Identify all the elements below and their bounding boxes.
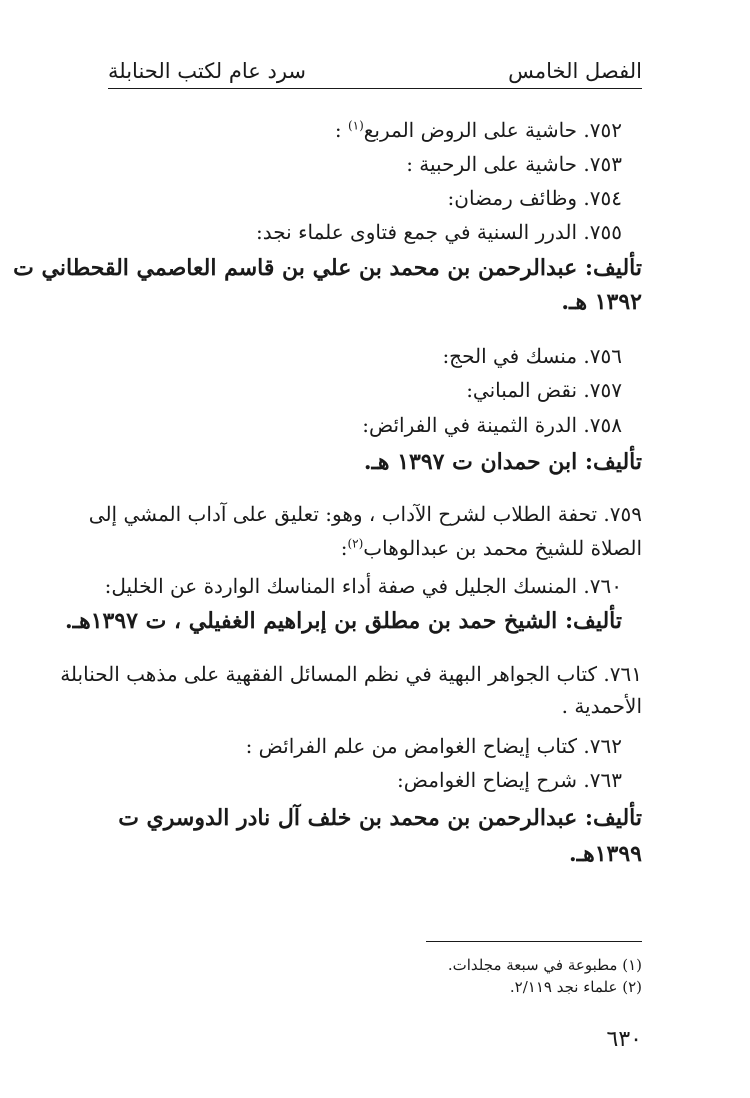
footnote-mark: (٢) [622,978,642,996]
author-line: تأليف: ابن حمدان ت ١٣٩٧ هـ. [363,449,642,475]
entry-text: كتاب إيضاح الغوامض من علم الفرائض : [245,734,578,758]
list-item [108,730,622,762]
footnote-ref: (١) [347,118,364,133]
footnote-rule [426,941,642,942]
list-item [108,148,622,180]
entry-text: المنسك الجليل في صفة أداء المناسك الواردة عن الخليل: [104,574,578,598]
list-item: ٧٥٢. حاشية على الروض المربع$^{(١)}$ : [334,118,622,142]
entry-text: الدرر السنية في جمع فتاوى علماء نجد: [256,220,578,244]
footnote-ref: (٢) [347,536,364,551]
section-title: سرد عام لكتب الحنابلة [108,59,307,83]
entry-number: ٧٦٢. [583,734,622,758]
entry-number: ٧٦٠. [583,574,622,598]
author-line: تأليف: عبدالرحمن بن محمد بن خلف آل نادر الدوسري ت [118,805,642,831]
entry-text: حاشية على الروض المربع [363,118,578,142]
entry-number: ٧٥٩. [603,502,642,526]
list-item [108,764,622,796]
page-number: ٦٣٠ [606,1027,642,1052]
footnote-text: مطبوعة في سبعة مجلدات. [447,956,618,974]
entry-text: تحفة الطلاب لشرح الآداب ، وهو: تعليق على آداب المشي إلى [88,502,598,526]
footnote [108,976,642,998]
entry-text-cont: الصلاة للشيخ محمد بن عبدالوهاب$^{(٢)}$: [340,536,642,560]
entry-text-cont: الأحمدية . [561,694,642,718]
footnote-text: علماء نجد ٢/١١٩. [509,978,618,996]
entry-text: حاشية على الرحبية : [406,152,578,176]
entry-text: منسك في الحج: [442,344,578,368]
entry-number: ٧٥٣. [583,152,622,176]
list-item [108,374,622,406]
list-item [108,340,622,372]
entry-number: ٧٥٧. [583,378,622,402]
list-item [108,216,622,248]
entry-text: نقض المباني: [466,378,578,402]
entry-number: ٧٥٦. [583,344,622,368]
list-item [104,570,622,602]
entry-number: ٧٦٣. [583,768,622,792]
author-line-cont: ١٣٩٢ هـ. [561,289,642,315]
entry-text: الدرة الثمينة في الفرائض: [362,413,578,437]
list-item [88,498,642,530]
footnote [108,954,642,976]
author-line: تأليف: عبدالرحمن بن محمد بن علي بن قاسم العاصمي القحطاني ت [13,255,642,281]
entry-number: ٧٦١. [603,662,642,686]
entry-number: ٧٥٤. [583,186,622,210]
entry-text: كتاب الجواهر البهية في نظم المسائل الفقهية على مذهب الحنابلة [60,662,598,686]
entry-number: ٧٥٢. [583,118,622,142]
footnote-mark: (١) [622,956,642,974]
entry-text: وظائف رمضان: [447,186,578,210]
list-item [60,658,642,690]
entry-number: ٧٥٨. [583,413,622,437]
list-item [108,182,622,214]
author-line: تأليف: الشيخ حمد بن مطلق بن إبراهيم الغفيلي ، ت ١٣٩٧هـ. [65,608,622,634]
header-rule [108,88,642,89]
list-item [108,409,622,441]
entry-number: ٧٥٥. [583,220,622,244]
chapter-title: الفصل الخامس [508,59,642,83]
author-line-cont: ١٣٩٩هـ. [569,841,642,867]
entry-text: شرح إيضاح الغوامض: [397,768,578,792]
